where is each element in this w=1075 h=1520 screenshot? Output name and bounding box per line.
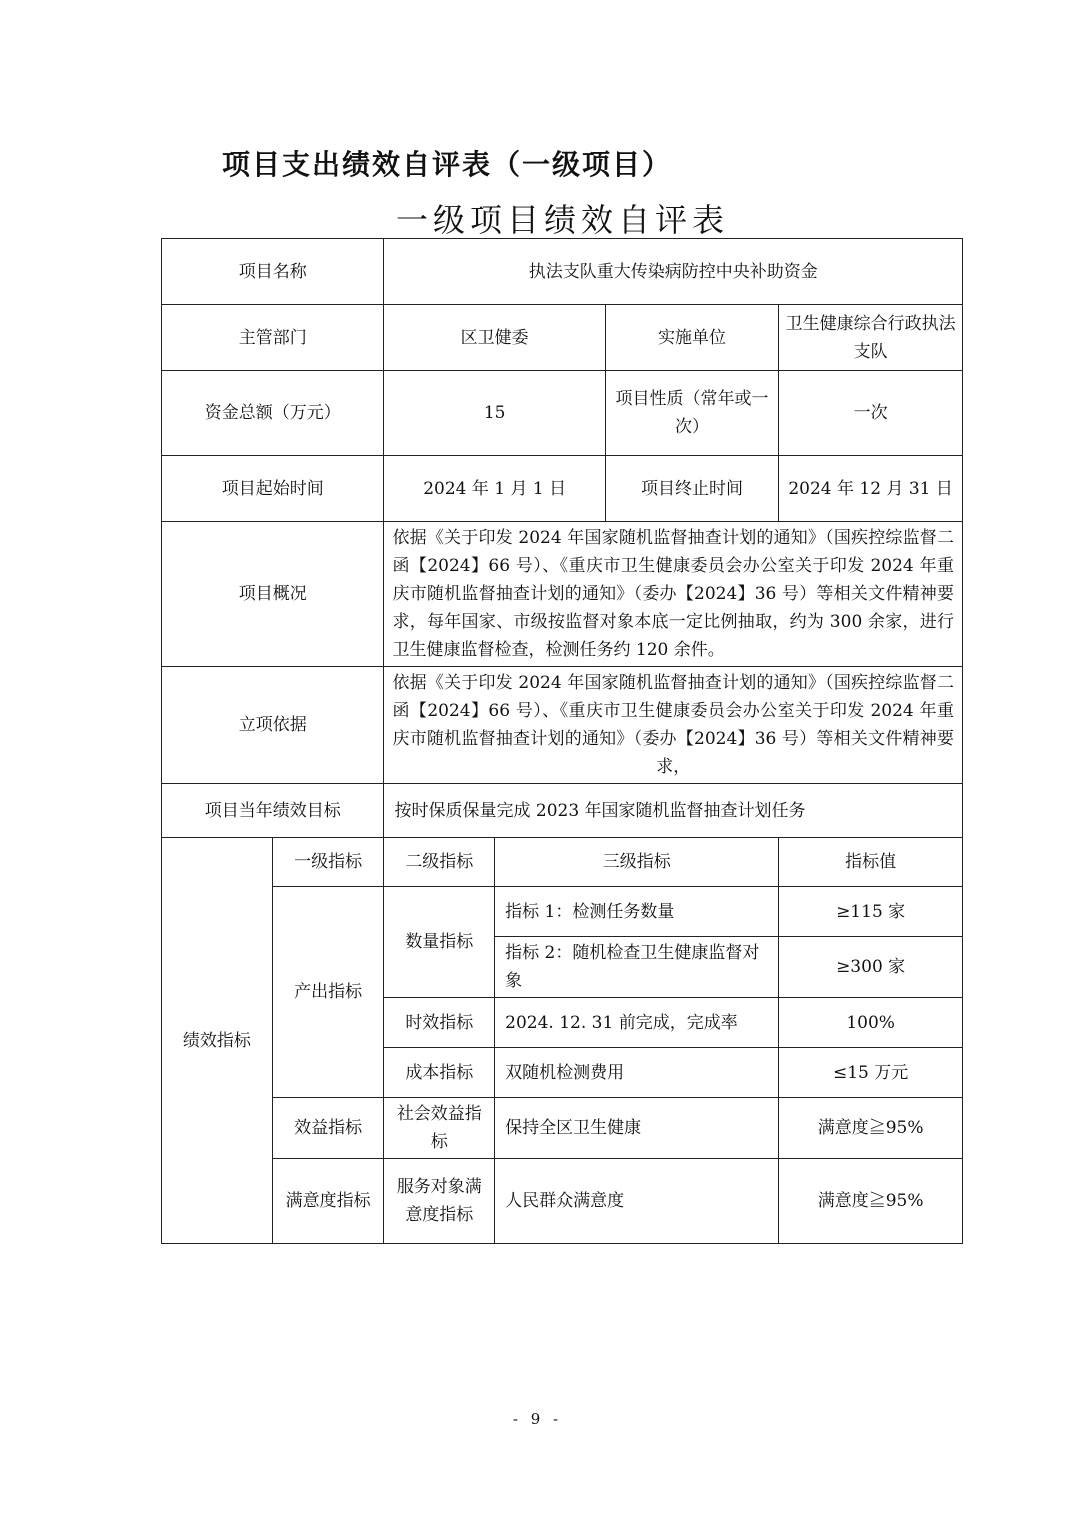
start-date-value: 2024 年 1 月 1 日 (384, 456, 605, 522)
page-number: - 9 - (512, 1410, 563, 1428)
q1-value: ≥115 家 (779, 887, 963, 937)
end-date-value: 2024 年 12 月 31 日 (779, 456, 963, 522)
row-overview (162, 522, 963, 667)
col-level2-header: 二级指标 (384, 838, 495, 887)
overview-text: 依据《关于印发 2024 年国家随机监督抽查计划的通知》（国疾控综监督二函【2024】66 号）、《重庆市卫生健康委员会办公室关于印发 2024 年重庆市随机监督抽查计划的通知》（委办【2024】36 号）等相关文件精神要求，每年国家、市级按监督对象本底一定比例抽取，约为 300 余家，进行卫生健康监督检查，检测任务约 120 余件。 (384, 522, 963, 667)
row-dates (162, 456, 963, 522)
implementer-value: 卫生健康综合行政执法支队 (779, 305, 963, 371)
service-value: 满意度≧95% (779, 1159, 963, 1244)
q1-name: 指标 1：检测任务数量 (495, 887, 779, 937)
col-level1-header: 一级指标 (272, 838, 384, 887)
page-heading: 项目支出绩效自评表（一级项目） (222, 148, 673, 181)
fund-value: 15 (384, 371, 605, 456)
row-goal (162, 784, 963, 838)
overview-label: 项目概况 (162, 522, 384, 667)
benefit-indicator-label: 效益指标 (272, 1098, 384, 1159)
form-title: 一级项目绩效自评表 (395, 201, 729, 239)
row-department (162, 305, 963, 371)
basis-label: 立项依据 (162, 667, 384, 784)
project-name-label: 项目名称 (162, 239, 384, 305)
goal-label: 项目当年绩效目标 (162, 784, 384, 838)
nature-value: 一次 (779, 371, 963, 456)
indicator-row-social (162, 1098, 963, 1159)
q2-name: 指标 2：随机检查卫生健康监督对象 (495, 937, 779, 998)
fund-label: 资金总额（万元） (162, 371, 384, 456)
output-indicator-label: 产出指标 (272, 887, 384, 1098)
quantity-indicator-label: 数量指标 (384, 887, 495, 998)
nature-label: 项目性质（常年或一次） (605, 371, 778, 456)
row-project-name (162, 239, 963, 305)
basis-text: 依据《关于印发 2024 年国家随机监督抽查计划的通知》（国疾控综监督二函【2024】66 号）、《重庆市卫生健康委员会办公室关于印发 2024 年重庆市随机监督抽查计划的通知》（委办【2024】36 号）等相关文件精神要求， (384, 667, 963, 784)
cost-value: ≤15 万元 (779, 1048, 963, 1098)
social-value: 满意度≧95% (779, 1098, 963, 1159)
indicator-row-q1 (162, 887, 963, 937)
timeliness-name: 2024. 12. 31 前完成，完成率 (495, 998, 779, 1048)
service-name: 人民群众满意度 (495, 1159, 779, 1244)
row-basis (162, 667, 963, 784)
indicator-row-service (162, 1159, 963, 1244)
department-value: 区卫健委 (384, 305, 605, 371)
service-indicator-label: 服务对象满意度指标 (384, 1159, 495, 1244)
department-label: 主管部门 (162, 305, 384, 371)
start-date-label: 项目起始时间 (162, 456, 384, 522)
q2-value: ≥300 家 (779, 937, 963, 998)
satisfaction-indicator-label: 满意度指标 (272, 1159, 384, 1244)
timeliness-indicator-label: 时效指标 (384, 998, 495, 1048)
performance-evaluation-table (161, 238, 963, 1244)
indicators-group-label: 绩效指标 (162, 838, 273, 1244)
cost-name: 双随机检测费用 (495, 1048, 779, 1098)
cost-indicator-label: 成本指标 (384, 1048, 495, 1098)
col-value-header: 指标值 (779, 838, 963, 887)
col-level3-header: 三级指标 (495, 838, 779, 887)
indicator-header-row (162, 838, 963, 887)
timeliness-value: 100% (779, 998, 963, 1048)
implementer-label: 实施单位 (605, 305, 778, 371)
social-indicator-label: 社会效益指标 (384, 1098, 495, 1159)
row-fund (162, 371, 963, 456)
goal-text: 按时保质保量完成 2023 年国家随机监督抽查计划任务 (384, 784, 963, 838)
project-name-value: 执法支队重大传染病防控中央补助资金 (384, 239, 963, 305)
end-date-label: 项目终止时间 (605, 456, 778, 522)
social-name: 保持全区卫生健康 (495, 1098, 779, 1159)
